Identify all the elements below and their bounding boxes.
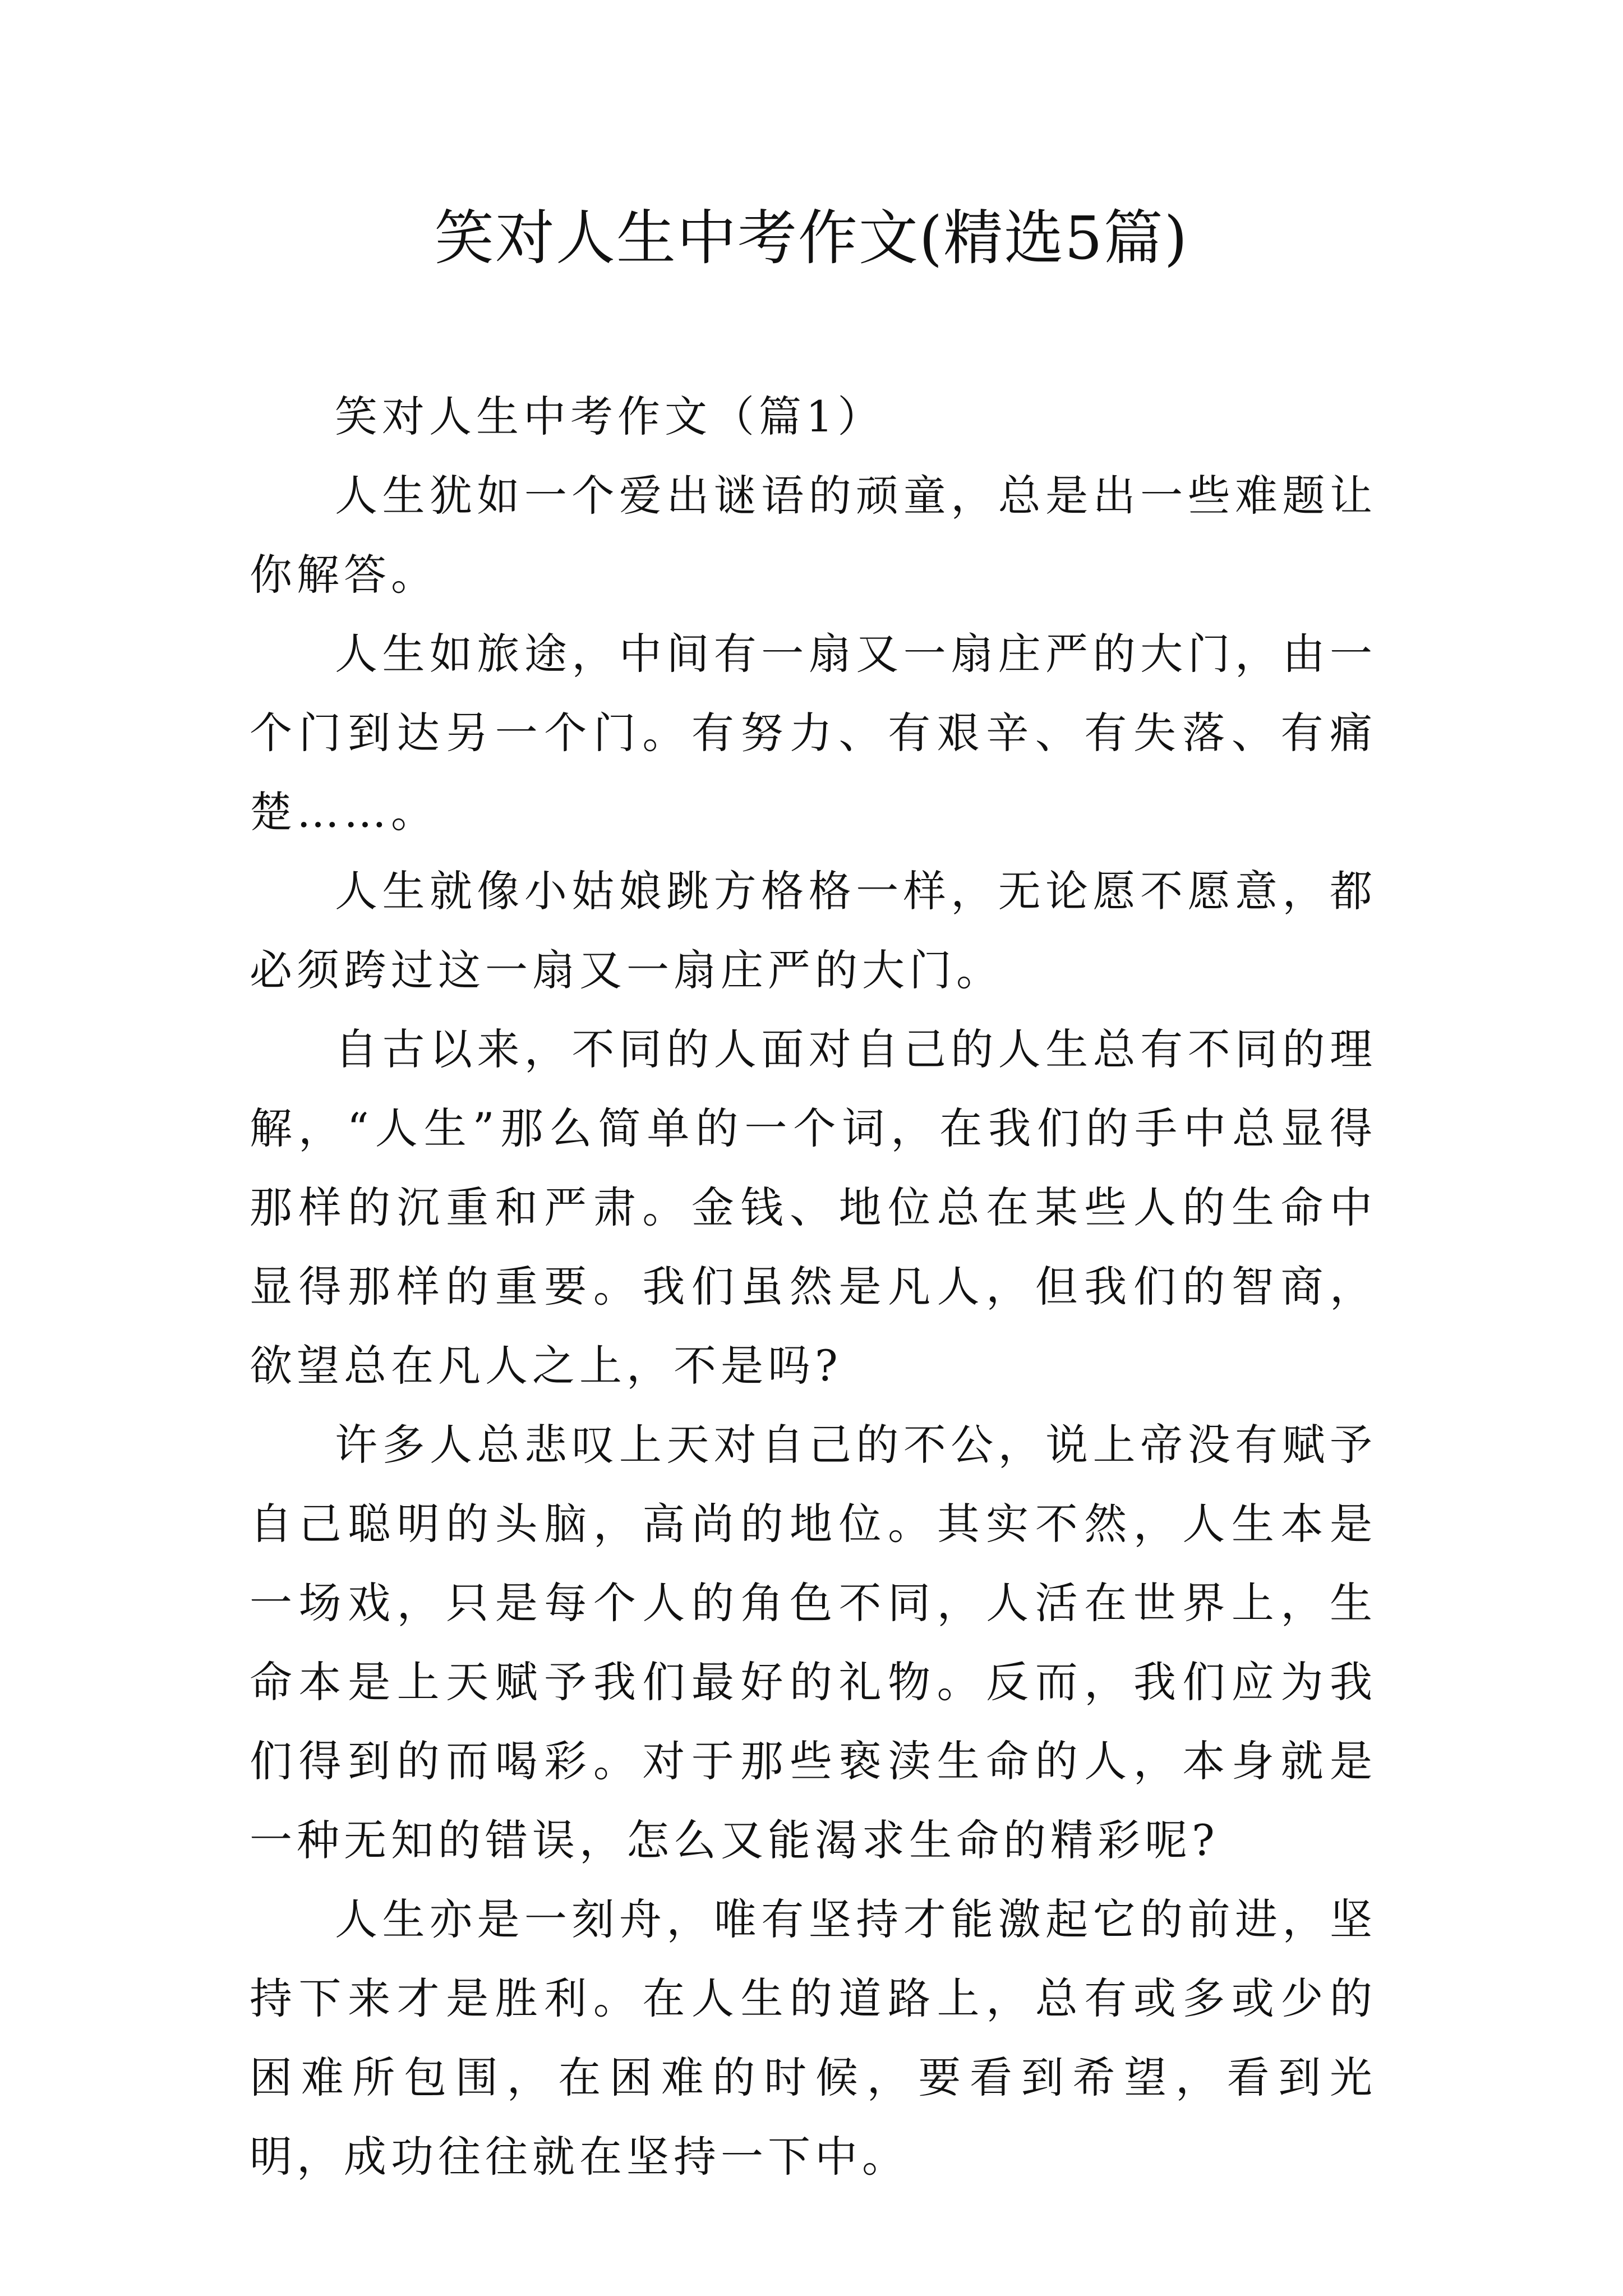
- paragraph: 人生就像小姑娘跳方格格一样，无论愿不愿意，都必须跨过这一扇又一扇庄严的大门。: [250, 866, 1377, 995]
- document-title: 笑对人生中考作文(精选5篇): [434, 204, 1189, 273]
- paragraph: 人生亦是一刻舟，唯有坚持才能激起它的前进，坚持下来才是胜利。在人生的道路上，总有或多或少的困难所包围，在困难的时候，要看到希望，看到光明，成功往往就在坚持一下中。: [250, 1894, 1377, 2182]
- document-body: [250, 377, 1377, 2196]
- section-heading: 笑对人生中考作文（篇1）: [335, 392, 885, 441]
- paragraph: 人生犹如一个爱出谜语的顽童，总是出一些难题让你解答。: [250, 471, 1377, 600]
- paragraph: 许多人总悲叹上天对自己的不公，说上帝没有赋予自己聪明的头脑，高尚的地位。其实不然，人生本是一场戏，只是每个人的角色不同，人活在世界上，生命本是上天赋予我们最好的礼物。反而，我们应为我们得到的而喝彩。对于那些亵渎生命的人，本身就是一种无知的错误，怎么又能渴求生命的精彩呢?: [250, 1420, 1377, 1865]
- paragraph: 自古以来，不同的人面对自己的人生总有不同的理解，“人生”那么简单的一个词，在我们的手中总显得那样的沉重和严肃。金钱、地位总在某些人的生命中显得那样的重要。我们虽然是凡人，但我们的智商，欲望总在凡人之上，不是吗?: [250, 1024, 1377, 1391]
- paragraph: 人生如旅途，中间有一扇又一扇庄严的大门，由一个门到达另一个门。有努力、有艰辛、有失落、有痛楚……。: [250, 629, 1377, 837]
